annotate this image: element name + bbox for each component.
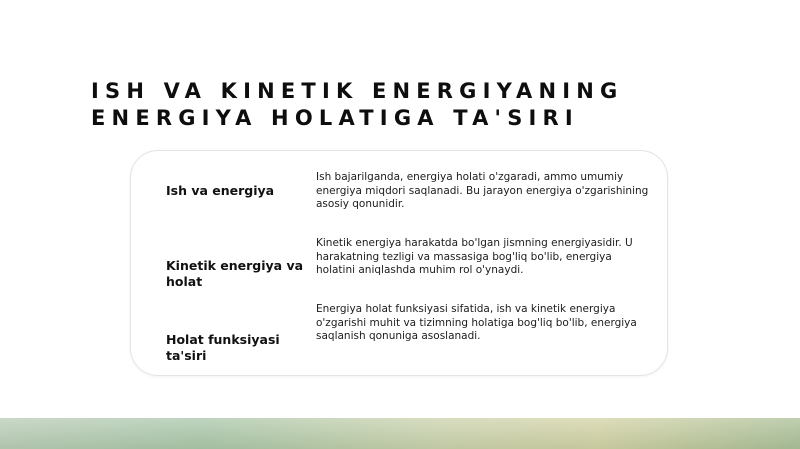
description-ish-va-energiya: Ish bajarilganda, energiya holati o'zgaradi, ammo umumiy energiya miqdori saqlanadi. Bu jarayon energiya o'zgarishining asosiy qonunidir. xyxy=(316,171,649,210)
term-kinetik-energiya: Kinetik energiya va holat xyxy=(166,258,304,289)
band-shade xyxy=(0,418,800,449)
slide-title-line-2: ENERGIYA HOLATIGA TA'SIRI xyxy=(91,106,579,130)
description-kinetik-energiya: Kinetik energiya harakatda bo'lgan jismning energiyasidir. U harakatning tezligi va massasiga bog'liq bo'lib, energiya holatini aniqlashda muhim rol o'ynaydi. xyxy=(316,237,633,276)
slide-title-line-1: ISH VA KINETIK ENERGIYANING xyxy=(91,79,624,103)
term-holat-funksiyasi: Holat funksiyasi ta'siri xyxy=(166,332,280,363)
decorative-bottom-band xyxy=(0,418,800,449)
term-ish-va-energiya: Ish va energiya xyxy=(166,183,275,198)
slide-title xyxy=(91,78,623,132)
description-holat-funksiyasi: Energiya holat funksiyasi sifatida, ish va kinetik energiya o'zgarishi muhit va tizimning holatiga bog'liq bo'lib, energiya saqlanish qonuniga asoslanadi. xyxy=(316,303,637,342)
